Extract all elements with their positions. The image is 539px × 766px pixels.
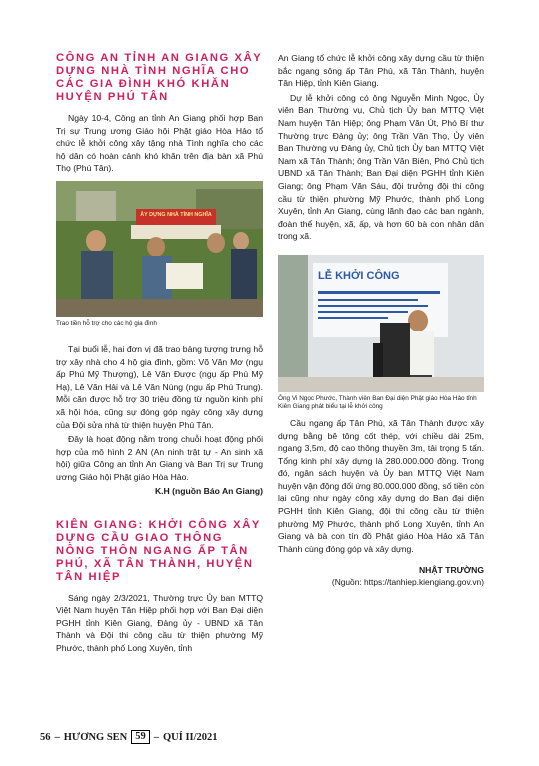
article1-photo-image [56, 181, 263, 317]
article1-photo-banner: ÂY DỰNG NHÀ TÌNH NGHĨA [140, 211, 212, 218]
article2-para1-cont: An Giang tổ chức lễ khởi công xây dựng cầu từ thiện bắc ngang sông ấp Tân Phú, xã Tân Thành, huyện Tân Hiệp, tỉnh Kiên Giang. [278, 53, 484, 89]
page-footer [40, 730, 500, 744]
footer-dash-2: – [153, 731, 159, 743]
article1-para2: Tại buổi lễ, hai đơn vị đã trao bảng tượng trưng hỗ trợ xây nhà cho 4 hộ gia đình, gồm: Võ Văn Mơ (ngụ ấp Phú Mỹ Thượng), Lê Văn Được (ngụ ấp Phú Mỹ Hạ), Lê Văn Hải và Lê Văn Nùng (ngụ ấp Phú Trung). Mỗi căn được hỗ trợ 30 triệu đồng từ nguồn kinh phí xã hội hóa, cũng sự đóng góp ngày công xây dựng của Đội sửa nhà từ thiện huyện Phú Tân. [56, 343, 263, 430]
article2-photo-caption: Ông Vi Ngọc Phước, Thành viên Ban Đại diện Phật giáo Hòa Hảo tỉnh Kiên Giang phát biểu tại lễ khởi công [278, 394, 477, 410]
right-column [278, 52, 484, 588]
article2-source: (Nguồn: https://tanhiep.kiengiang.gov.vn) [331, 577, 484, 588]
article1-photo-caption: Trao tiền hỗ trợ cho các hộ gia đình [56, 319, 157, 327]
article1-para1: Ngày 10-4, Công an tỉnh An Giang phối hợp Ban Trị sự Trung ương Giáo hội Phật giáo Hòa Hảo tổ chức lễ khởi công xây tặng nhà Tình nghĩa cho các hộ dân có hoàn cảnh khó khăn trên địa bàn xã Phú Thọ (Phú Tân). [56, 113, 263, 174]
magazine-name: HƯƠNG SEN [63, 731, 128, 743]
article1-title: CÔNG AN TỈNH AN GIANG XÂY DỰNG NHÀ TÌNH NGHĨA CHO CÁC GIA ĐÌNH KHÓ KHĂN HUYỆN PHÚ TÂN [56, 52, 263, 103]
article1-para3: Đây là hoạt động nằm trong chuỗi hoạt động phối hợp của mô hình 2 AN (An ninh trật tự - An sinh xã hội) giữa Công an tỉnh An Giang và Ban Trị sự Trung ương Giáo hội Phật giáo Hòa Hảo. [56, 434, 263, 482]
article2-photo-banner: LỄ KHỞI CÔNG [318, 269, 400, 282]
article2-para3: Cầu ngang ấp Tân Phú, xã Tân Thành được xây dựng bằng bê tông cốt thép, với chiều dài 25m, ngang 3,5m, độ cao thông thuyền 3m, tải trọng 5 tấn. Tổng kinh phí xây dựng là 280.000.000 đồng. Trong đó, ngân sách huyện và Ủy ban MTTQ Việt Nam huyện vận động đối ứng 80.000.000 đồng, số tiền còn lại cũng như ngày công xây dựng do Ban đại diện PGHH tỉnh Kiên Giang, đội thi công cầu từ thiện phường Mỹ Phước, thành phố Long Xuyên, tỉnh An Giang và bà con tín đồ Phật giáo Hòa Hảo xã Tân Thành cùng đóng góp và xây dựng. [278, 417, 484, 554]
article2-photo [278, 255, 484, 392]
article1-author: K.H (nguồn Báo An Giang) [154, 485, 263, 496]
article2-para1: Sáng ngày 2/3/2021, Thường trực Ủy ban MTTQ Việt Nam huyện Tân Hiệp phối hợp với Ban Đại diện PGHH tỉnh Kiên Giang, Đảng ủy - UBND xã Tân Thành và Đội thi công cầu từ thiện phường Mỹ Phước, thành phố Long Xuyên, tỉnh [56, 592, 263, 653]
issue-number: 59 [131, 730, 150, 744]
article2-author: NHẬT TRƯỜNG [418, 565, 484, 576]
quarter-label: QUÍ II/2021 [163, 731, 218, 743]
article1-photo [56, 181, 263, 317]
footer-dash-1: – [54, 731, 60, 743]
left-column [56, 52, 263, 654]
article2-title: KIÊN GIANG: KHỞI CÔNG XÂY DỰNG CẦU GIAO THÔNG NÔNG THÔN NGANG ẤP TÂN PHÚ, XÃ TÂN THÀNH, HUYỆN TÂN HIỆP [56, 518, 261, 583]
page-number: 56 [40, 731, 51, 743]
article2-para2: Dự lễ khởi công có ông Nguyễn Minh Ngọc, Ủy viên Ban Thường vụ, Chủ tịch Ủy ban MTTQ Việt Nam huyện Tân Hiệp; ông Phạm Văn Út, Phó Bí thư Thường trực Đảng ủy; ông Trần Văn Thọ, Ủy viên Ban Thường vụ Đảng ủy, Chủ tịch Ủy ban MTTQ Việt Nam xã Tân Thành; ông Trần Văn Biên, Phó Chủ tịch UBND xã Tân Thành; Ban Đại diện PGHH tỉnh Kiên Giang; ông Phạm Văn Sáu, đội trưởng đội thi công cầu từ thiện phường Mỹ Phước, thành phố Long Xuyên, tỉnh An Giang, cùng lãnh đạo các ban ngành, đoàn thể huyện, xã, ấp, và hơn 60 bà con nhân dân trong xã. [278, 92, 484, 242]
